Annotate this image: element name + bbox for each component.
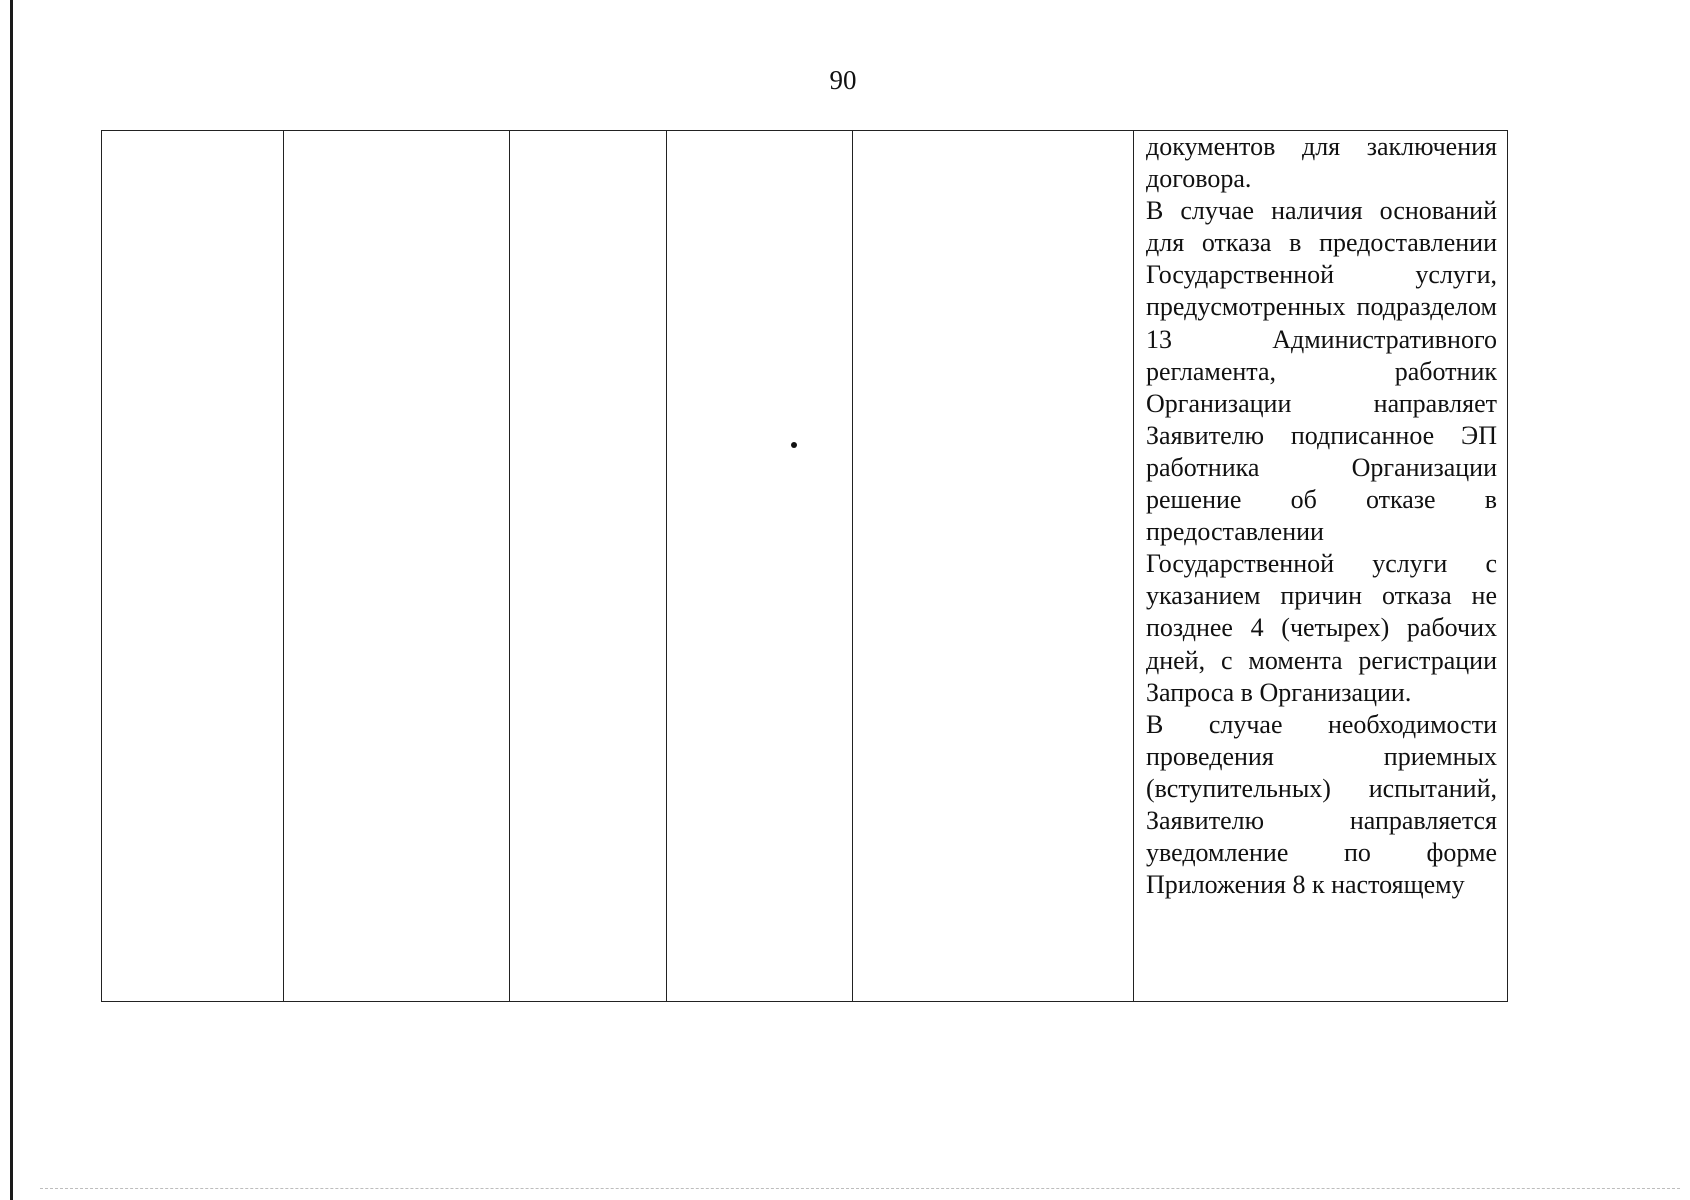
- scan-left-edge: [10, 0, 13, 1200]
- table-cell-3: [510, 131, 667, 1002]
- paragraph-refusal: В случае наличия оснований для отказа в предоставлении Государственной услуги, предусмотренных подразделом 13 Административного регламента, работник Организации направляет Заявителю подписанное ЭП работника Организации решение об отказе в предоставлении Государственной услуги с указанием причин отказа не позднее 4 (четырех) рабочих дней, с момента регистрации Запроса в Организации.: [1146, 196, 1497, 707]
- table-cell-1: [102, 131, 284, 1002]
- table-row: [102, 131, 1508, 1002]
- scan-dot-mark: [791, 442, 797, 448]
- scan-bottom-edge: [40, 1188, 1680, 1189]
- document-table: [101, 130, 1508, 1002]
- document-table-container: [101, 130, 1507, 1002]
- table-cell-6-text: [1134, 131, 1508, 1002]
- table-cell-4: [667, 131, 853, 1002]
- paragraph-contract-docs: документов для заключения договора.: [1146, 132, 1497, 194]
- table-cell-5: [853, 131, 1134, 1002]
- page-number: 90: [829, 65, 857, 95]
- table-cell-2: [284, 131, 510, 1002]
- paragraph-entrance-tests: В случае необходимости проведения приемных (вступительных) испытаний, Заявителю направляется уведомление по форме Приложения 8 к настоящему: [1146, 709, 1497, 900]
